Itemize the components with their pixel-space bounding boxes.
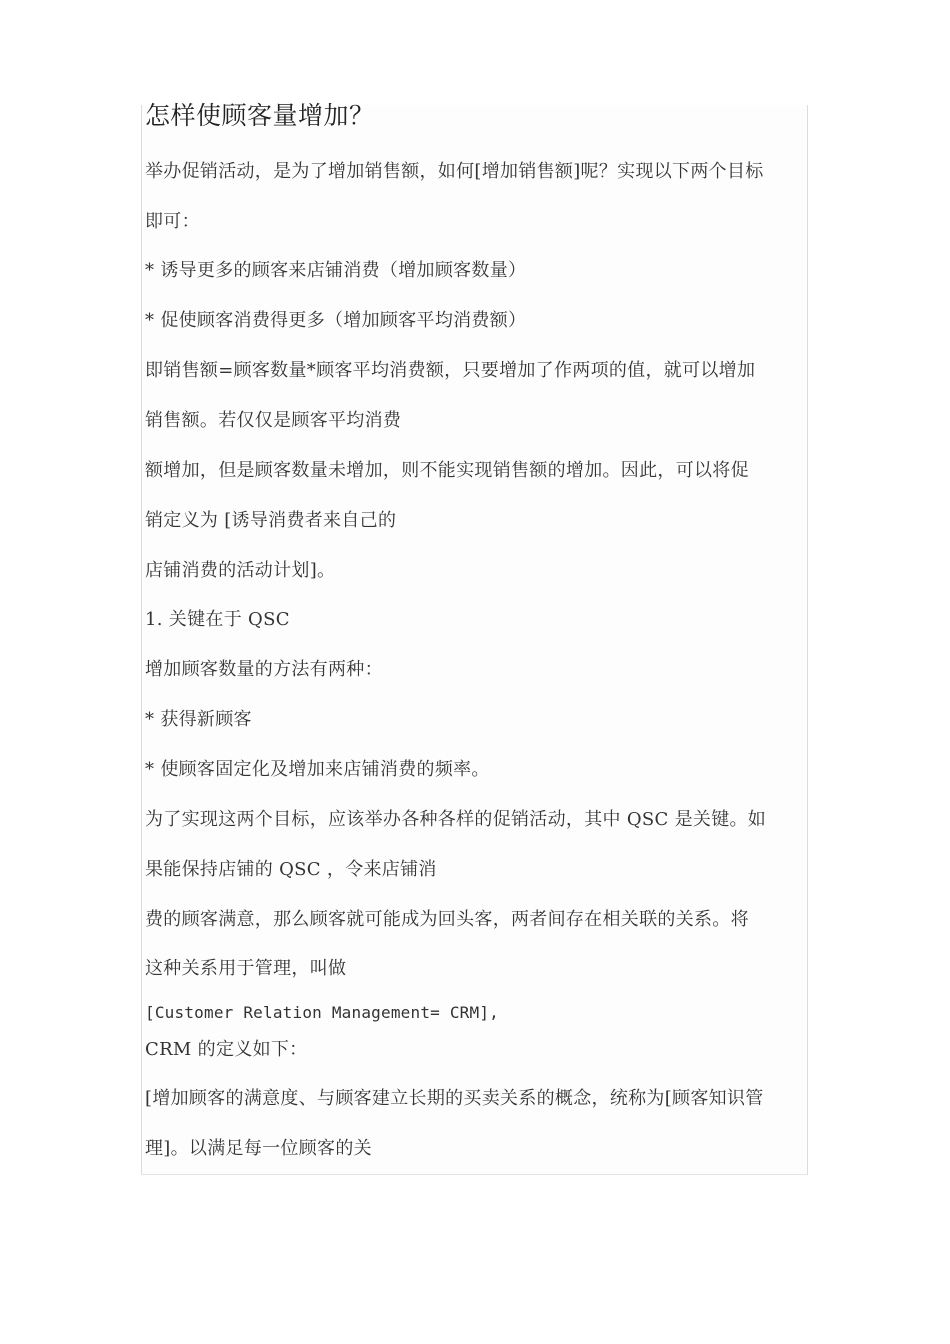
paragraph-line: 销售额。若仅仅是顾客平均消费 <box>145 410 402 431</box>
paragraph-line: 即可： <box>145 211 200 232</box>
paragraph-line: [增加顾客的满意度、与顾客建立长期的买卖关系的概念，统称为[顾客知识管 <box>145 1088 764 1109</box>
list-item: * 使顾客固定化及增加来店铺消费的频率。 <box>145 759 490 780</box>
section-heading: 1. 关键在于 QSC <box>145 609 290 630</box>
list-item: * 促使顾客消费得更多（增加顾客平均消费额） <box>145 310 527 331</box>
paragraph-line: 举办促销活动，是为了增加销售额，如何[增加销售额]呢？实现以下两个目标 <box>145 161 764 182</box>
paragraph-line: CRM 的定义如下： <box>145 1039 308 1060</box>
paragraph-line: 销定义为 [诱导消费者来自己的 <box>145 510 397 531</box>
paragraph-line: 即销售额=顾客数量*顾客平均消费额，只要增加了作两项的值，就可以增加 <box>145 360 756 381</box>
list-item: * 诱导更多的顾客来店铺消费（增加顾客数量） <box>145 260 527 281</box>
paragraph-line: 额增加，但是顾客数量未增加，则不能实现销售额的增加。因此，可以将促 <box>145 460 749 481</box>
page-title: 怎样使顾客量增加？ <box>145 101 375 130</box>
paragraph-line: 这种关系用于管理，叫做 <box>145 958 347 979</box>
paragraph-line: 果能保持店铺的 QSC ，令来店铺消 <box>145 859 437 880</box>
paragraph-line: 理]。以满足每一位顾客的关 <box>145 1138 372 1159</box>
paragraph-line: 店铺消费的活动计划]。 <box>145 560 336 581</box>
paragraph-line: 费的顾客满意，那么顾客就可能成为回头客，两者间存在相关联的关系。将 <box>145 909 749 930</box>
paragraph-line: [Customer Relation Management= CRM], <box>145 1003 499 1022</box>
paragraph-line: 增加顾客数量的方法有两种： <box>145 659 383 680</box>
list-item: * 获得新顾客 <box>145 709 252 730</box>
paragraph-line: 为了实现这两个目标，应该举办各种各样的促销活动，其中 QSC 是关键。如 <box>145 809 767 830</box>
